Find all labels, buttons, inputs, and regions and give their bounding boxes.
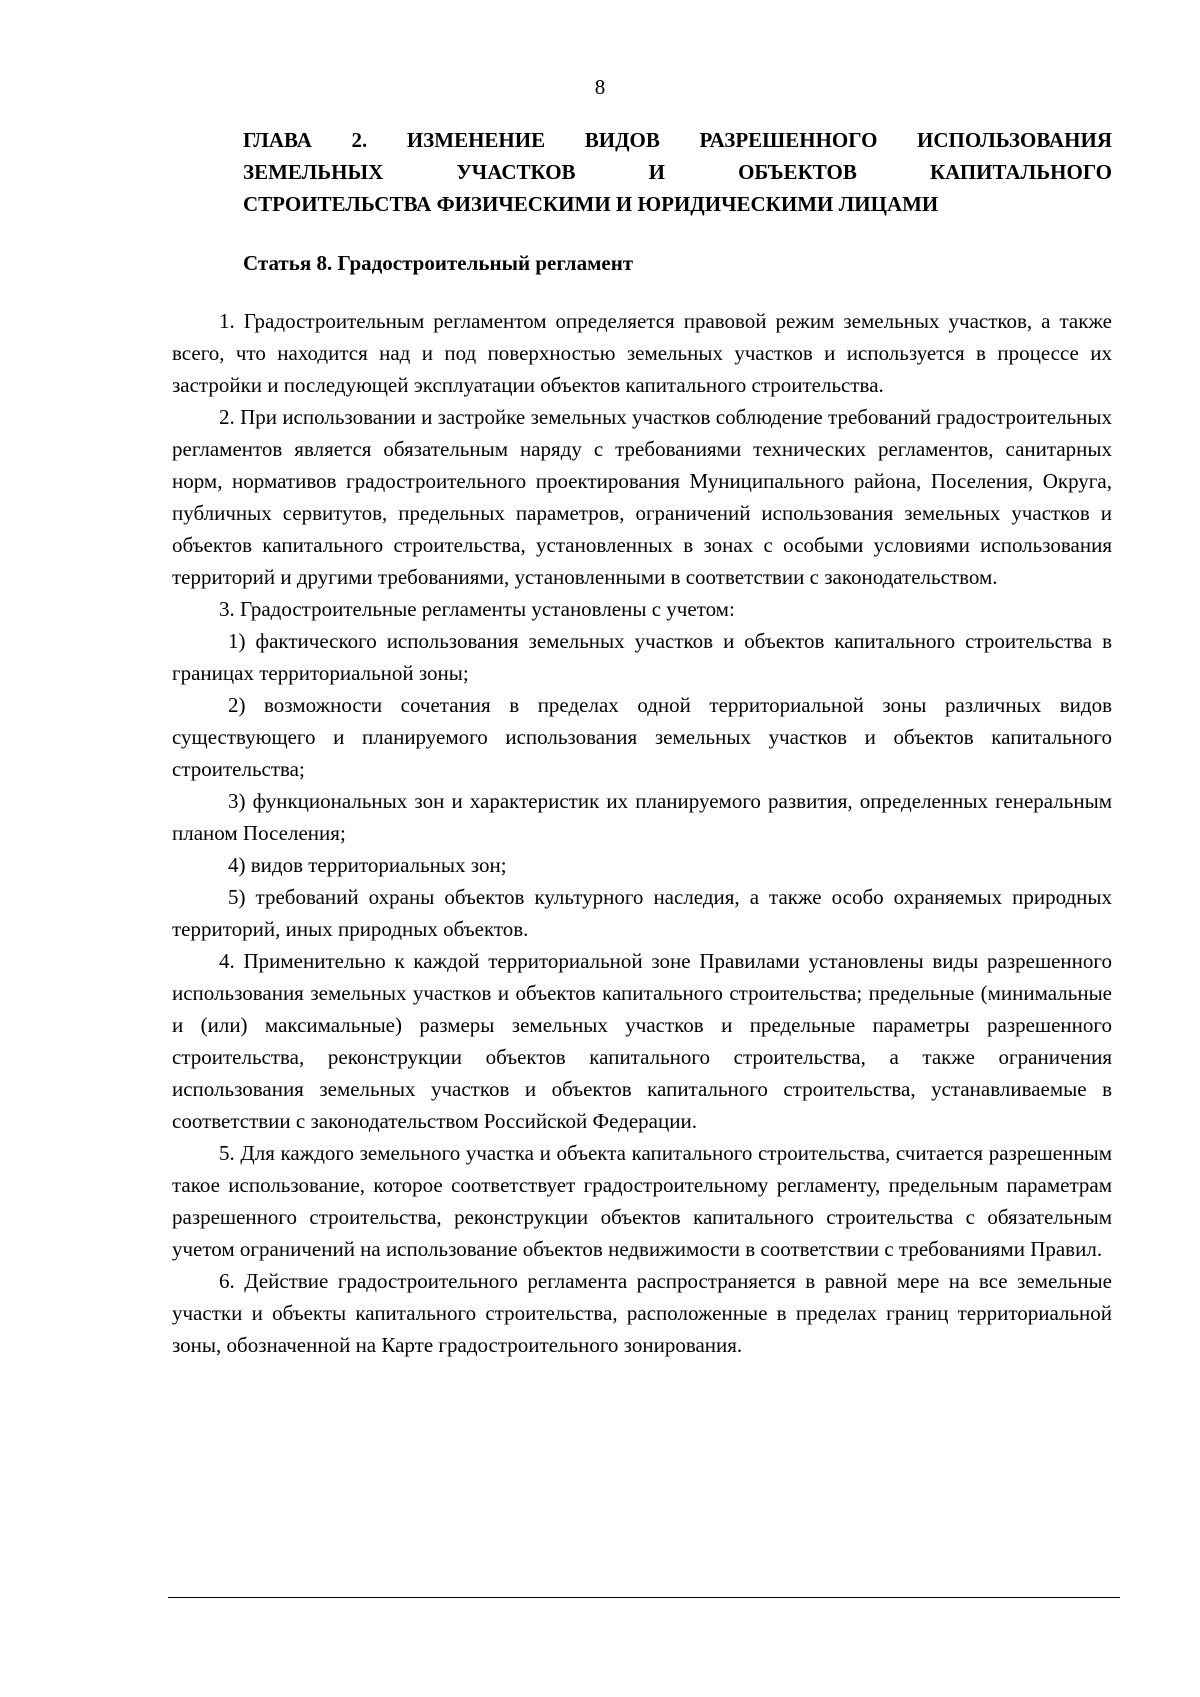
article-title: Статья 8. Градостроительный регламент xyxy=(243,251,634,275)
chapter-title-line-2: ЗЕМЕЛЬНЫХ УЧАСТКОВ И ОБЪЕКТОВ КАПИТАЛЬНОГО xyxy=(243,160,1112,184)
chapter-title xyxy=(243,124,1112,220)
chapter-title-line-1: ГЛАВА 2. ИЗМЕНЕНИЕ ВИДОВ РАЗРЕШЕННОГО ИСПОЛЬЗОВАНИЯ xyxy=(243,128,1112,152)
paragraph-3-item-4: 4) видов территориальных зон; xyxy=(228,853,507,877)
paragraph-3: 3. Градостроительные регламенты установлены с учетом: xyxy=(219,597,735,621)
paragraph-2: 2. При использовании и застройке земельных участков соблюдение требований градостроительных регламентов является обязательным наряду с требованиями технических регламентов, санитарных норм, нормативов градостроительного проектирования Муниципального района, Поселения, Округа, публичных сервитутов, предельных параметров, ограничений использования земельных участков и объектов капитального строительства, установленных в зонах с особыми условиями использования территорий и другими требованиями, установленными в соответствии с законодательством. xyxy=(172,405,1112,589)
footer-divider xyxy=(168,1597,1120,1598)
chapter-title-line-3: СТРОИТЕЛЬСТВА ФИЗИЧЕСКИМИ И ЮРИДИЧЕСКИМИ ЛИЦАМИ xyxy=(243,192,939,216)
paragraph-3-item-2: 2) возможности сочетания в пределах одной территориальной зоны различных видов существующего и планируемого использования земельных участков и объектов капитального строительства; xyxy=(172,693,1112,781)
article-body xyxy=(172,305,1112,1361)
paragraph-3-item-1: 1) фактического использования земельных участков и объектов капитального строительства в границах территориальной зоны; xyxy=(172,629,1112,685)
paragraph-4: 4. Применительно к каждой территориальной зоне Правилами установлены виды разрешенного использования земельных участков и объектов капитального строительства; предельные (минимальные и (или) максимальные) размеры земельных участков и предельные параметры разрешенного строительства, реконструкции объектов капитального строительства, а также ограничения использования земельных участков и объектов капитального строительства, устанавливаемые в соответствии с законодательством Российской Федерации. xyxy=(172,949,1112,1133)
page-number: 8 xyxy=(594,75,606,99)
paragraph-1: 1. Градостроительным регламентом определяется правовой режим земельных участков, а также всего, что находится над и под поверхностью земельных участков и используется в процессе их застройки и последующей эксплуатации объектов капитального строительства. xyxy=(172,309,1112,397)
paragraph-3-item-3: 3) функциональных зон и характеристик их планируемого развития, определенных генеральным планом Поселения; xyxy=(172,789,1112,845)
paragraph-6: 6. Действие градостроительного регламента распространяется в равной мере на все земельные участки и объекты капитального строительства, расположенные в пределах границ территориальной зоны, обозначенной на Карте градостроительного зонирования. xyxy=(172,1269,1112,1357)
paragraph-3-item-5: 5) требований охраны объектов культурного наследия, а также особо охраняемых природных территорий, иных природных объектов. xyxy=(172,885,1112,941)
paragraph-5: 5. Для каждого земельного участка и объекта капитального строительства, считается разрешенным такое использование, которое соответствует градостроительному регламенту, предельным параметрам разрешенного строительства, реконструкции объектов капитального строительства с обязательным учетом ограничений на использование объектов недвижимости в соответствии с требованиями Правил. xyxy=(172,1141,1112,1261)
